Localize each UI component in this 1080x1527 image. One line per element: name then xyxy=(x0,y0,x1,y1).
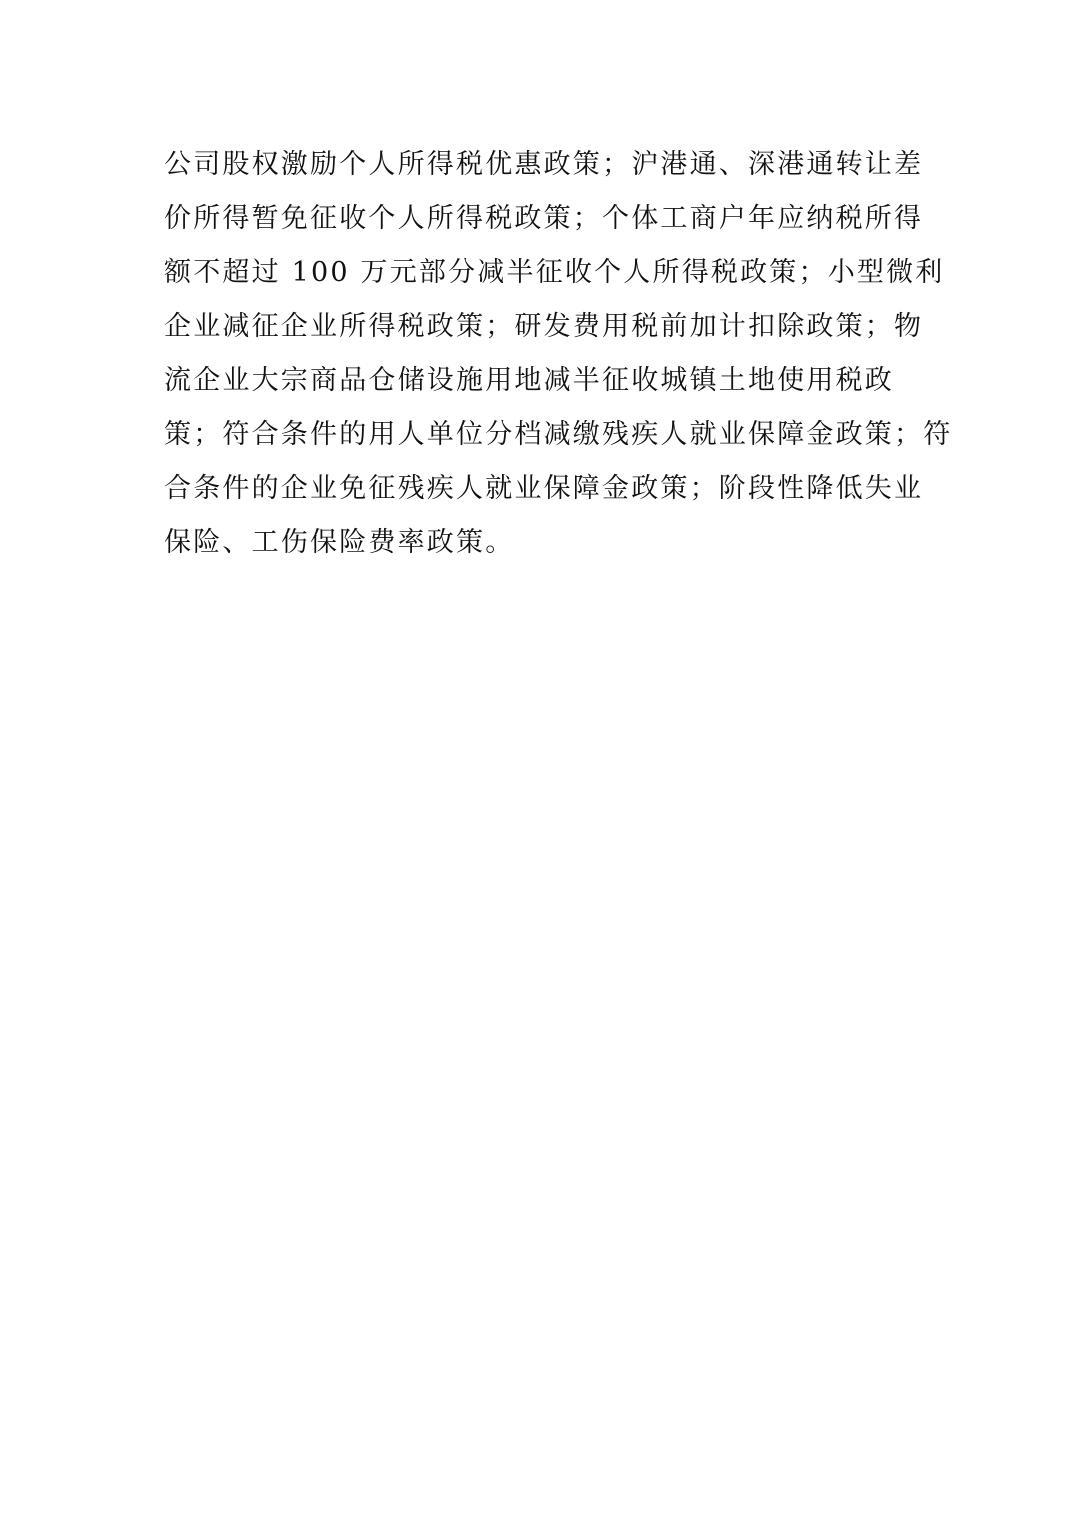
paragraph-line-2: 价所得暂免征收个人所得税政策；个体工商户年应纳税所得 xyxy=(164,203,924,234)
paragraph-line-1: 公司股权激励个人所得税优惠政策；沪港通、深港通转让差 xyxy=(164,149,924,180)
paragraph-line-6: 策；符合条件的用人单位分档减缴残疾人就业保障金政策；符 xyxy=(164,419,953,450)
body-paragraph xyxy=(164,138,953,570)
paragraph-line-4: 企业减征企业所得税政策；研发费用税前加计扣除政策；物 xyxy=(164,311,924,342)
paragraph-line-5: 流企业大宗商品仓储设施用地减半征收城镇土地使用税政 xyxy=(164,365,894,396)
paragraph-line-8: 保险、工伤保险费率政策。 xyxy=(164,527,515,558)
paragraph-line-7: 合条件的企业免征残疾人就业保障金政策；阶段性降低失业 xyxy=(164,473,924,504)
paragraph-line-3: 额不超过 100 万元部分减半征收个人所得税政策；小型微利 xyxy=(164,257,945,288)
